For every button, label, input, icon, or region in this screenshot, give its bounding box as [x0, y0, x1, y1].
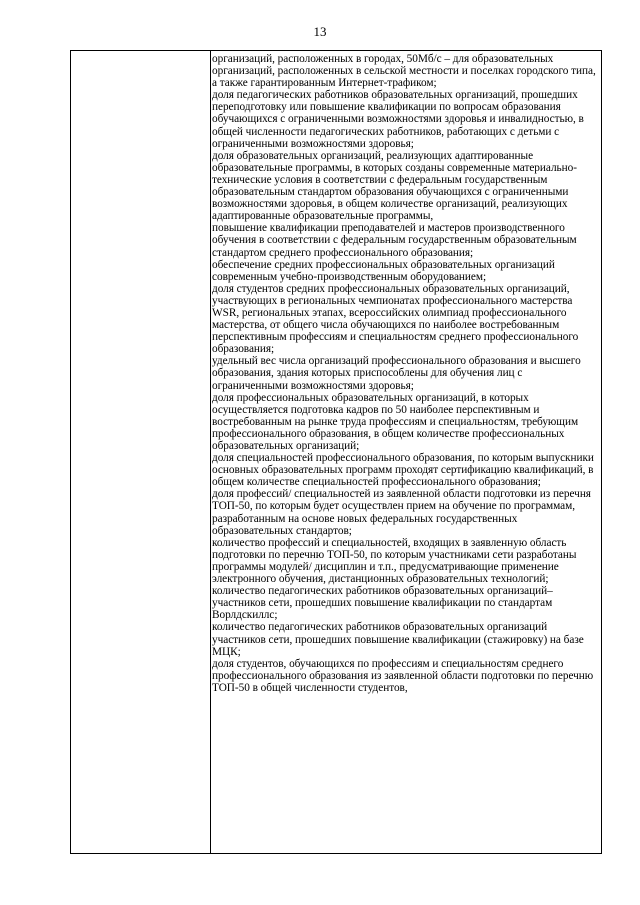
table-left-cell: [71, 51, 211, 853]
table-right-cell: [212, 53, 600, 853]
page-number: 13: [313, 24, 327, 39]
indicator-paragraph: доля образовательных организаций, реализующих адаптированные образовательные программы, в которых созданы современные материально-технические условия в соответствии с федеральным государственным образовательным стандартом образования обучающихся с ограниченными возможностями здоровья, в общем количестве организаций, реализующих адаптированные образовательные программы,: [212, 149, 577, 223]
indicator-paragraph: доля профессий/ специальностей из заявленной области подготовки из перечня ТОП-50, по которым будет осуществлен прием на обучение по программам, разработанным на основе новых федеральных государственных образовательных стандартов;: [212, 488, 591, 537]
indicator-paragraph: организаций, расположенных в городах, 50Мб/с – для образовательных организаций, расположенных в сельской местности и поселках городского типа, а также гарантированным Интернет-трафиком;: [212, 53, 596, 90]
indicator-paragraph: доля педагогических работников образовательных организаций, прошедших переподготовку или повышение квалификации по вопросам образования обучающихся с ограниченными возможностями здоровья и инвалидностью, в общей численности педагогических работников, работающих с детьми с ограниченными возможностями здоровья;: [212, 89, 584, 150]
indicators-table: [70, 50, 602, 854]
indicator-paragraph: повышение квалификации преподавателей и мастеров производственного обучения в соответствии с федеральным государственным образовательным стандартом среднего профессионального образования;: [212, 222, 577, 259]
indicator-paragraph: количество педагогических работников образовательных организаций участников сети, прошедших повышение квалификации (стажировку) на базе МЦК;: [212, 621, 584, 658]
indicator-paragraph: доля профессиональных образовательных организаций, в которых осуществляется подготовка кадров по 50 наиболее перспективным и востребованным на рынке труда профессиям и специальностям, требующим профессионального образования, в общем количестве профессиональных образовательных организаций;: [212, 391, 579, 452]
indicator-paragraph: доля студентов, обучающихся по профессиям и специальностям среднего профессионального образования из заявленной области подготовки по перечню ТОП-50 в общей численности студентов,: [212, 657, 594, 694]
indicator-paragraph: количество профессий и специальностей, входящих в заявленную область подготовки по перечню ТОП-50, по которым участниками сети разработаны программы модулей/ дисциплин и т.п., предусматривающие применение электронного обучения, дистанционных образовательных технологий;: [212, 536, 577, 586]
indicator-paragraph: удельный вес числа организаций профессионального образования и высшего образования, здания которых приспособлены для обучения лиц с ограниченными возможностями здоровья;: [212, 355, 581, 392]
indicator-paragraph: доля студентов средних профессиональных образовательных организаций, участвующих в региональных чемпионатах профессионального мастерства WSR, региональных этапах, всероссийских олимпиад профессионального мастерства, от общего числа обучающихся по наиболее востребованным перспективным профессиям и специальностям среднего профессионального образования;: [212, 282, 579, 356]
indicator-paragraph: доля специальностей профессионального образования, по которым выпускники основных образовательных программ проходят сертификацию квалификаций, в общем количестве специальностей профессионального образования;: [212, 452, 594, 489]
indicator-paragraph: обеспечение средних профессиональных образовательных организаций современным учебно-производственным оборудованием;: [212, 258, 555, 283]
indicator-paragraph: количество педагогических работников образовательных организаций–участников сети, прошедших повышение квалификации по стандартам Ворлдскиллс;: [212, 585, 553, 622]
